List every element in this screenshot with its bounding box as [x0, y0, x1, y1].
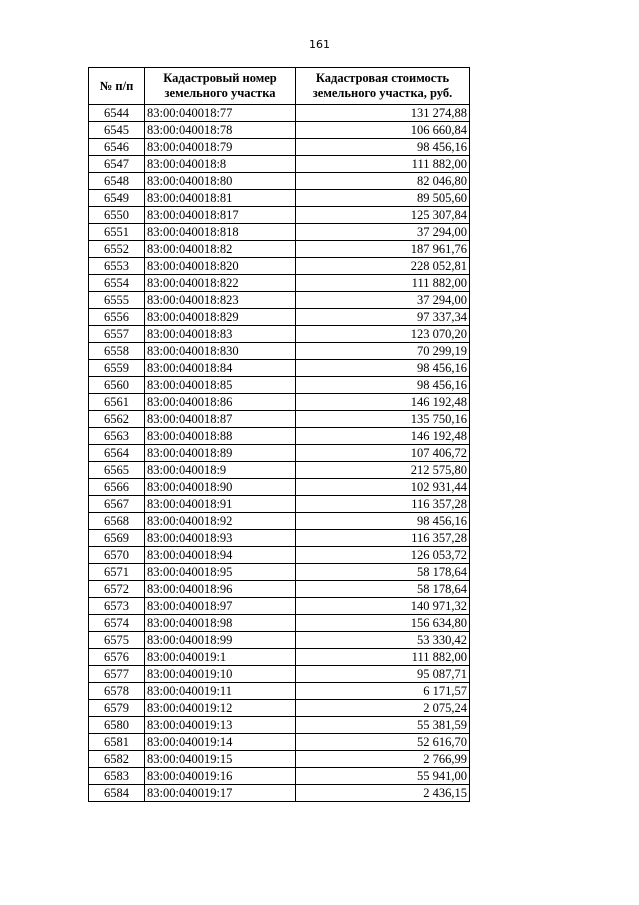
row-number: 6549 [89, 190, 145, 207]
table-row [89, 122, 470, 139]
cadastral-value: 116 357,28 [296, 496, 470, 513]
cadastral-number: 83:00:040018:8 [145, 156, 296, 173]
cadastral-number: 83:00:040018:89 [145, 445, 296, 462]
table-row [89, 598, 470, 615]
table-row [89, 445, 470, 462]
cadastral-value: 111 882,00 [296, 649, 470, 666]
cadastral-value: 2 436,15 [296, 785, 470, 802]
row-number: 6571 [89, 564, 145, 581]
table-row [89, 530, 470, 547]
cadastral-value: 70 299,19 [296, 343, 470, 360]
table-row [89, 377, 470, 394]
row-number: 6574 [89, 615, 145, 632]
table-row [89, 156, 470, 173]
cadastral-number: 83:00:040019:11 [145, 683, 296, 700]
cadastral-value: 98 456,16 [296, 360, 470, 377]
cadastral-number: 83:00:040018:92 [145, 513, 296, 530]
page-number: 161 [309, 38, 330, 51]
cadastral-number: 83:00:040018:822 [145, 275, 296, 292]
cadastral-value: 187 961,76 [296, 241, 470, 258]
table-row [89, 394, 470, 411]
cadastral-value: 131 274,88 [296, 105, 470, 122]
table-row [89, 700, 470, 717]
row-number: 6566 [89, 479, 145, 496]
table-row [89, 751, 470, 768]
cadastral-value: 98 456,16 [296, 139, 470, 156]
cadastral-number: 83:00:040019:10 [145, 666, 296, 683]
table-row [89, 666, 470, 683]
row-number: 6581 [89, 734, 145, 751]
header-number: № п/п [89, 68, 145, 105]
cadastral-number: 83:00:040019:17 [145, 785, 296, 802]
table-row [89, 309, 470, 326]
table-row [89, 547, 470, 564]
cadastral-number: 83:00:040018:829 [145, 309, 296, 326]
row-number: 6553 [89, 258, 145, 275]
table-row [89, 411, 470, 428]
row-number: 6567 [89, 496, 145, 513]
cadastral-value: 58 178,64 [296, 564, 470, 581]
cadastral-value: 98 456,16 [296, 513, 470, 530]
cadastral-number: 83:00:040018:818 [145, 224, 296, 241]
cadastral-value: 111 882,00 [296, 275, 470, 292]
cadastral-value: 107 406,72 [296, 445, 470, 462]
cadastral-number: 83:00:040018:82 [145, 241, 296, 258]
cadastral-value: 116 357,28 [296, 530, 470, 547]
cadastral-number: 83:00:040018:79 [145, 139, 296, 156]
table-row [89, 326, 470, 343]
row-number: 6584 [89, 785, 145, 802]
row-number: 6544 [89, 105, 145, 122]
cadastral-number: 83:00:040018:9 [145, 462, 296, 479]
table-row [89, 224, 470, 241]
row-number: 6579 [89, 700, 145, 717]
cadastral-value: 140 971,32 [296, 598, 470, 615]
cadastral-value: 82 046,80 [296, 173, 470, 190]
cadastral-number: 83:00:040018:99 [145, 632, 296, 649]
cadastral-value: 126 053,72 [296, 547, 470, 564]
row-number: 6582 [89, 751, 145, 768]
table-row [89, 785, 470, 802]
table-row [89, 768, 470, 785]
cadastral-value: 6 171,57 [296, 683, 470, 700]
cadastral-value: 111 882,00 [296, 156, 470, 173]
table-row [89, 734, 470, 751]
cadastral-number: 83:00:040018:91 [145, 496, 296, 513]
row-number: 6560 [89, 377, 145, 394]
cadastral-number: 83:00:040018:817 [145, 207, 296, 224]
cadastral-value: 89 505,60 [296, 190, 470, 207]
cadastral-value: 37 294,00 [296, 224, 470, 241]
cadastral-number: 83:00:040018:86 [145, 394, 296, 411]
cadastral-number: 83:00:040018:94 [145, 547, 296, 564]
cadastral-value: 106 660,84 [296, 122, 470, 139]
cadastral-number: 83:00:040019:16 [145, 768, 296, 785]
cadastral-number: 83:00:040018:87 [145, 411, 296, 428]
cadastral-number: 83:00:040019:12 [145, 700, 296, 717]
row-number: 6577 [89, 666, 145, 683]
cadastral-value: 156 634,80 [296, 615, 470, 632]
cadastral-number: 83:00:040018:96 [145, 581, 296, 598]
row-number: 6551 [89, 224, 145, 241]
table-row [89, 649, 470, 666]
cadastral-value: 102 931,44 [296, 479, 470, 496]
row-number: 6548 [89, 173, 145, 190]
cadastral-value: 146 192,48 [296, 428, 470, 445]
row-number: 6563 [89, 428, 145, 445]
cadastral-number: 83:00:040019:13 [145, 717, 296, 734]
row-number: 6555 [89, 292, 145, 309]
cadastral-value: 2 075,24 [296, 700, 470, 717]
row-number: 6546 [89, 139, 145, 156]
cadastral-value: 98 456,16 [296, 377, 470, 394]
table-row [89, 139, 470, 156]
table-row [89, 615, 470, 632]
cadastral-value: 228 052,81 [296, 258, 470, 275]
cadastral-table [88, 67, 470, 802]
table-row [89, 496, 470, 513]
table-row [89, 190, 470, 207]
table-row [89, 241, 470, 258]
cadastral-number: 83:00:040019:14 [145, 734, 296, 751]
cadastral-number: 83:00:040018:97 [145, 598, 296, 615]
cadastral-value: 97 337,34 [296, 309, 470, 326]
table-row [89, 581, 470, 598]
cadastral-number: 83:00:040018:80 [145, 173, 296, 190]
cadastral-value: 125 307,84 [296, 207, 470, 224]
cadastral-number: 83:00:040018:830 [145, 343, 296, 360]
table-row [89, 343, 470, 360]
row-number: 6554 [89, 275, 145, 292]
table-row [89, 207, 470, 224]
row-number: 6545 [89, 122, 145, 139]
cadastral-value: 146 192,48 [296, 394, 470, 411]
table-row [89, 360, 470, 377]
row-number: 6583 [89, 768, 145, 785]
table-header-row [89, 68, 470, 105]
cadastral-value: 37 294,00 [296, 292, 470, 309]
cadastral-value: 2 766,99 [296, 751, 470, 768]
row-number: 6562 [89, 411, 145, 428]
table-row [89, 462, 470, 479]
cadastral-number: 83:00:040018:78 [145, 122, 296, 139]
row-number: 6568 [89, 513, 145, 530]
row-number: 6559 [89, 360, 145, 377]
cadastral-value: 123 070,20 [296, 326, 470, 343]
row-number: 6552 [89, 241, 145, 258]
cadastral-number: 83:00:040018:820 [145, 258, 296, 275]
row-number: 6569 [89, 530, 145, 547]
table-row [89, 292, 470, 309]
cadastral-value: 52 616,70 [296, 734, 470, 751]
table-row [89, 717, 470, 734]
table-row [89, 105, 470, 122]
row-number: 6565 [89, 462, 145, 479]
header-cadastral-number: Кадастровый номер земельного участка [145, 68, 296, 105]
table-row [89, 683, 470, 700]
cadastral-number: 83:00:040018:93 [145, 530, 296, 547]
cadastral-value: 55 381,59 [296, 717, 470, 734]
cadastral-number: 83:00:040018:98 [145, 615, 296, 632]
cadastral-number: 83:00:040018:84 [145, 360, 296, 377]
cadastral-number: 83:00:040018:77 [145, 105, 296, 122]
row-number: 6580 [89, 717, 145, 734]
cadastral-number: 83:00:040019:15 [145, 751, 296, 768]
table-row [89, 258, 470, 275]
table-row [89, 564, 470, 581]
table-row [89, 479, 470, 496]
cadastral-number: 83:00:040018:823 [145, 292, 296, 309]
row-number: 6578 [89, 683, 145, 700]
table-row [89, 428, 470, 445]
cadastral-number: 83:00:040018:83 [145, 326, 296, 343]
cadastral-value: 55 941,00 [296, 768, 470, 785]
row-number: 6575 [89, 632, 145, 649]
row-number: 6550 [89, 207, 145, 224]
cadastral-value: 135 750,16 [296, 411, 470, 428]
row-number: 6573 [89, 598, 145, 615]
row-number: 6572 [89, 581, 145, 598]
table-row [89, 173, 470, 190]
row-number: 6564 [89, 445, 145, 462]
row-number: 6561 [89, 394, 145, 411]
cadastral-value: 53 330,42 [296, 632, 470, 649]
table-row [89, 632, 470, 649]
cadastral-number: 83:00:040018:90 [145, 479, 296, 496]
cadastral-value: 212 575,80 [296, 462, 470, 479]
row-number: 6576 [89, 649, 145, 666]
cadastral-value: 95 087,71 [296, 666, 470, 683]
cadastral-number: 83:00:040018:85 [145, 377, 296, 394]
header-cadastral-value: Кадастровая стоимость земельного участка, руб. [296, 68, 470, 105]
cadastral-value: 58 178,64 [296, 581, 470, 598]
table-body [89, 105, 470, 802]
row-number: 6556 [89, 309, 145, 326]
row-number: 6547 [89, 156, 145, 173]
table-row [89, 275, 470, 292]
row-number: 6558 [89, 343, 145, 360]
cadastral-number: 83:00:040019:1 [145, 649, 296, 666]
row-number: 6570 [89, 547, 145, 564]
cadastral-number: 83:00:040018:81 [145, 190, 296, 207]
table-row [89, 513, 470, 530]
cadastral-number: 83:00:040018:88 [145, 428, 296, 445]
cadastral-number: 83:00:040018:95 [145, 564, 296, 581]
row-number: 6557 [89, 326, 145, 343]
